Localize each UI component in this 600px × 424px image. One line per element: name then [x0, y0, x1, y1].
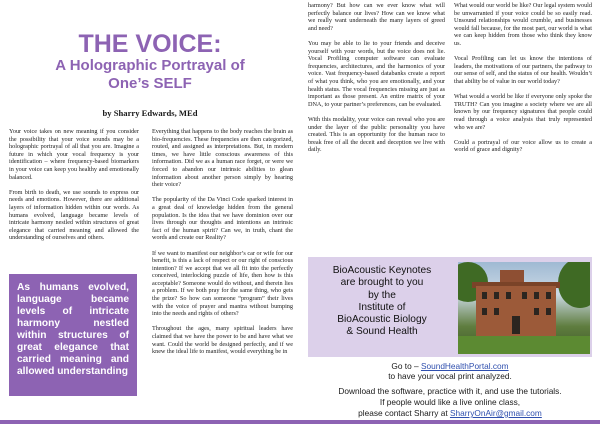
class-line: If people would like a live online class, [379, 397, 521, 407]
tree-shape [558, 262, 590, 308]
banner-line: BioAcoustic Keynotes [332, 265, 432, 276]
paragraph: Your voice takes on new meaning if you consider the possibility that your voice sounds may be a holographic portrayal of all that you are. Imagine a future in which your vocal frequency is your identification – where frequency-based biomarkers in your voice can keep you healthy and emotionally balanced. [9, 128, 139, 181]
banner-line: are brought to you [340, 277, 424, 289]
column-3 [308, 2, 445, 161]
page-footer-bar [0, 420, 300, 424]
window [546, 292, 551, 299]
website-line [300, 361, 600, 371]
banner-line: BioAcoustic Biology [337, 314, 427, 326]
paragraph: Throughout the ages, many spiritual leaders have claimed that we have the power to be and have what we want. Could the world be designed perfectly, and if we knew the ideal life to manifest, would everything be in [152, 325, 293, 356]
contact-prefix: please contact Sharry at [358, 408, 450, 418]
byline: by Sharry Edwards, MEd [102, 108, 198, 118]
email-link[interactable]: SharryOnAir@gmail.com [449, 408, 542, 418]
window [494, 308, 499, 315]
banner-line: Institute of [358, 301, 406, 313]
column-2 [152, 128, 293, 363]
banner-line: & Sound Health [346, 326, 418, 338]
window [506, 292, 511, 299]
website-prefix: Go to – [391, 361, 421, 371]
pull-quote: As humans evolved, language became levels of intricate harmony nestled within structures of great elegance that carried meaning and allowed understanding [9, 274, 137, 396]
contact-line [300, 408, 600, 418]
window [522, 292, 527, 299]
window [534, 292, 539, 299]
window [534, 308, 539, 315]
paragraph: Could a portrayal of our voice allow us to create a world of grace and dignity? [454, 138, 592, 154]
column-1 [9, 128, 139, 250]
page-footer-bar [300, 420, 600, 424]
paragraph: What would a world be like if everyone only spoke the TRUTH? Can you imagine a society where we are all known by our frequency signatures that people could read through a voice analysis that truly represented who we are? [454, 93, 592, 131]
institute-banner [308, 257, 592, 357]
paragraph: harmony? But how can we ever know what will perfectly balance our lives? How can we know what we really want underneath the many layers of greed and need? [308, 2, 445, 32]
paragraph: From birth to death, we use sounds to express our needs and emotions. However, there are additional layers of information hidden within our words. As humans evolved, language became levels of intricate harmony nestled within structures of great elegance that carried meaning and allowed the understanding of ourselves and others. [9, 188, 139, 242]
window [494, 292, 499, 299]
column-4 [454, 2, 592, 161]
institute-building-photo [458, 262, 590, 354]
website-line-2: to have your vocal print analyzed. [388, 371, 512, 381]
window [482, 292, 487, 299]
right-page [300, 0, 600, 424]
paragraph: With this modality, your voice can reveal who you are under the layer of the public personality you have created. This is an opportunity for the human race to break free of all the deceit and deception we live with daily. [308, 115, 445, 154]
window [546, 308, 551, 315]
banner-text [314, 265, 450, 339]
website-link[interactable]: SoundHealthPortal.com [420, 361, 509, 371]
paragraph: Everything that happens to the body reaches the brain as bio-frequencies. These frequencies are then categorized, routed, and assigned as interpretations. But, in modern times, we have little conscious awareness of this information. Did we as a human race forget, or were we forced to abandon our intrinsic abilities to glean information about another person simply by hearing their voice? [152, 128, 293, 189]
banner-line: by the [368, 289, 396, 301]
article-subtitle-line2: One’s SELF [108, 75, 192, 92]
paragraph: What would our world be like? Our legal system would be unwarranted if your voice could be so easily read. Unsound relationships would crumble, and businesses would fall because, for the most part, our world is what we can keep hidden from those who think they know us. [454, 2, 592, 47]
article-title: THE VOICE: [78, 30, 222, 58]
lawn [458, 336, 590, 354]
building [476, 286, 556, 338]
paragraph: The popularity of the Da Vinci Code sparked interest in a great deal of knowledge hidden from the general population. Is the idea that we have dominion over our lives through our thoughts and intentions an intrinsic fact of the human spirit? Can we, in truth, chant the words and create our Reality? [152, 196, 293, 242]
paragraph: If we want to manifest our neighbor’s car or wife for our benefit, is this a lack of respect or our right of conscious intention? If we accept that we all fit into the perfectly conceived, interlocking puzzle of life, then how is this acceptable? Someone would do without, and therein lies a problem. If we both pray for the same thing, who gets the prize? So how can someone “program” their lives with the voice of prayer and mantra without bumping into the needs and rights of others? [152, 249, 293, 318]
paragraph: Vocal Profiling can let us know the intentions of leaders, the motivations of our partners, the pathway to our sense of self, and the status of our health. Wouldn’t that ability be of value in our world today? [454, 55, 592, 85]
window [482, 308, 487, 315]
paragraph: You may be able to lie to your friends and deceive yourself with your words, but the voice does not lie. Vocal Profiling computer software can evaluate frequencies, architectures, and the harmonics of your voice. Vast frequency-based databanks create a report of what you think, who you are emotionally, and your health status. The vocal frequencies missing are just as important as those present. An entire matrix of your DNA, to your partner’s preferences, can be evaluated. [308, 39, 445, 108]
article-subtitle-line1: A Holographic Portrayal of [55, 57, 245, 74]
door [512, 316, 520, 334]
download-line: Download the software, practice with it, and use the tutorials. [338, 386, 562, 396]
